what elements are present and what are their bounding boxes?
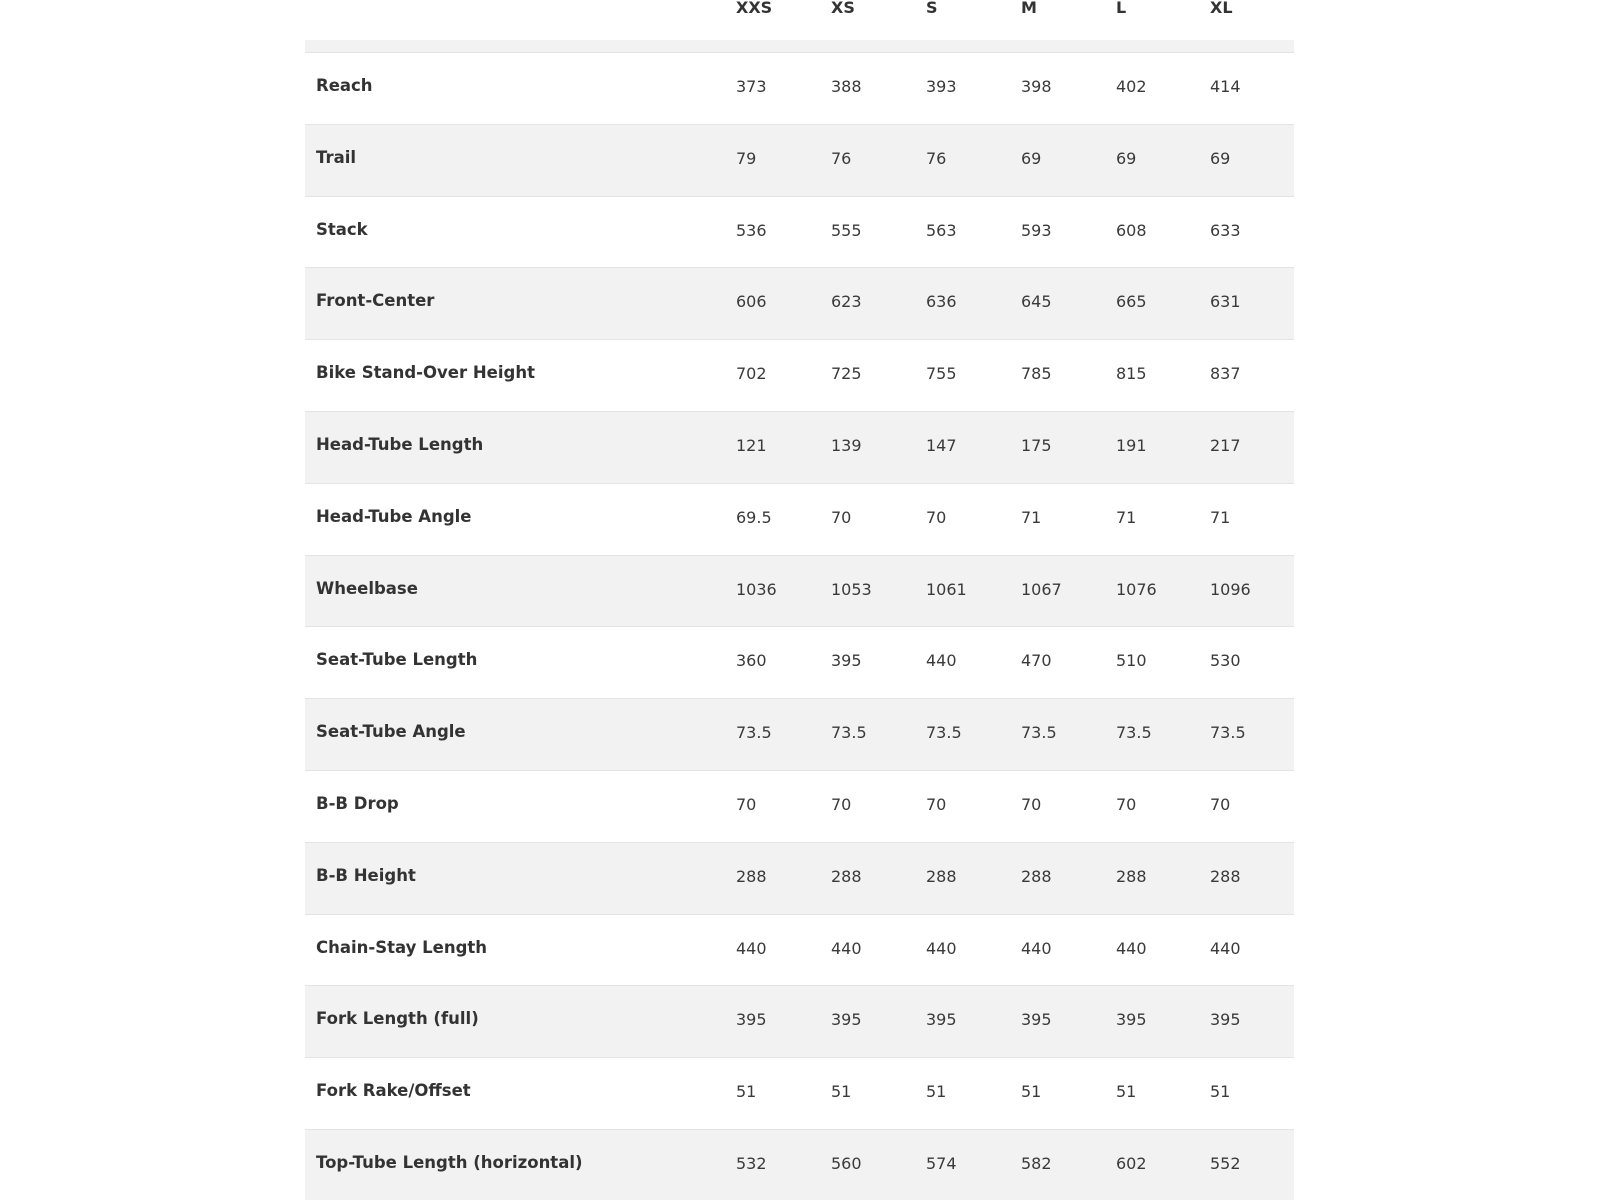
- table-cell: 440: [736, 938, 767, 958]
- table-cell: 70: [1210, 794, 1231, 814]
- table-cell: 373: [736, 77, 767, 96]
- table-cell: 288: [926, 866, 957, 886]
- table-cell: 73.5: [831, 723, 867, 743]
- table-cell: 755: [926, 364, 957, 384]
- table-cell: 76: [831, 148, 852, 168]
- table-cell: 402: [1116, 77, 1147, 96]
- row-label: Wheelbase: [316, 578, 418, 598]
- table-cell: 552: [1210, 1153, 1241, 1173]
- table-cell: 555: [831, 220, 862, 240]
- table-cell: 440: [926, 938, 957, 958]
- table-cell: 288: [1021, 866, 1052, 886]
- table-cell: 1076: [1116, 579, 1157, 599]
- table-cell: 631: [1210, 292, 1241, 312]
- table-cell: 51: [1021, 1082, 1042, 1102]
- table-cell: 1067: [1021, 579, 1062, 599]
- table-row: [305, 843, 1294, 915]
- table-row: [305, 771, 1294, 843]
- table-cell: 73.5: [1210, 723, 1246, 743]
- geometry-table: [305, 0, 1294, 1173]
- table-cell: 395: [736, 1010, 767, 1030]
- table-cell: 175: [1021, 435, 1052, 455]
- table-cell: 395: [926, 1010, 957, 1030]
- table-cell: 73.5: [736, 723, 772, 743]
- table-cell: 1036: [736, 579, 777, 599]
- row-label: Trail: [316, 147, 357, 167]
- table-cell: 414: [1210, 77, 1241, 96]
- table-cell: 76: [926, 148, 947, 168]
- table-cell: 288: [831, 866, 862, 886]
- table-row: [305, 268, 1294, 340]
- row-label: Fork Rake/Offset: [316, 1081, 471, 1101]
- table-row: [305, 556, 1294, 628]
- table-cell: 440: [926, 651, 957, 671]
- table-cell: 51: [1116, 1082, 1137, 1102]
- size-header-s: S: [926, 0, 938, 17]
- row-label: Seat-Tube Length: [316, 650, 478, 670]
- table-cell: 1061: [926, 579, 967, 599]
- table-row: [305, 986, 1294, 1058]
- size-header-xl: XL: [1210, 0, 1233, 17]
- table-cell: 51: [926, 1082, 947, 1102]
- table-cell: 532: [736, 1153, 767, 1173]
- table-cell: 837: [1210, 364, 1241, 384]
- table-cell: 636: [926, 292, 957, 312]
- row-label: Head-Tube Length: [316, 434, 484, 454]
- table-cell: 217: [1210, 435, 1241, 455]
- row-label: Top-Tube Length (horizontal): [316, 1152, 583, 1172]
- row-label: Front-Center: [316, 291, 435, 311]
- table-cell: 70: [736, 794, 757, 814]
- table-cell: 440: [1021, 938, 1052, 958]
- table-row: [305, 340, 1294, 412]
- table-cell: 139: [831, 435, 862, 455]
- table-row: [305, 412, 1294, 484]
- table-cell: 69.5: [736, 507, 772, 527]
- table-cell: 51: [736, 1082, 757, 1102]
- table-cell: 560: [831, 1153, 862, 1173]
- table-cell: 71: [1116, 507, 1137, 527]
- table-cell: 470: [1021, 651, 1052, 671]
- table-cell: 398: [1021, 77, 1052, 96]
- table-cell: 71: [1021, 507, 1042, 527]
- table-row: [305, 915, 1294, 987]
- row-label: B-B Drop: [316, 793, 399, 813]
- size-header-m: M: [1021, 0, 1037, 17]
- table-cell: 393: [926, 77, 957, 96]
- table-cell: 70: [831, 507, 852, 527]
- table-cell: 73.5: [926, 723, 962, 743]
- table-cell: 574: [926, 1153, 957, 1173]
- table-cell: 645: [1021, 292, 1052, 312]
- table-cell: 623: [831, 292, 862, 312]
- table-cell: 191: [1116, 435, 1147, 455]
- table-cell: 79: [736, 148, 757, 168]
- table-cell: 73.5: [1021, 723, 1057, 743]
- table-cell: 530: [1210, 651, 1241, 671]
- row-label: Stack: [316, 219, 368, 239]
- table-cell: 70: [1021, 794, 1042, 814]
- table-row: [305, 484, 1294, 556]
- table-cell: 395: [1021, 1010, 1052, 1030]
- table-cell: 395: [1210, 1010, 1241, 1030]
- table-cell: 70: [831, 794, 852, 814]
- table-cell: 582: [1021, 1153, 1052, 1173]
- table-row: [305, 125, 1294, 197]
- table-cell: 395: [831, 1010, 862, 1030]
- table-cell: 633: [1210, 220, 1241, 240]
- table-body: [305, 53, 1294, 1200]
- table-cell: 69: [1021, 148, 1042, 168]
- table-cell: 360: [736, 651, 767, 671]
- table-cell: 593: [1021, 220, 1052, 240]
- table-cell: 665: [1116, 292, 1147, 312]
- table-cell: 1053: [831, 579, 872, 599]
- row-label: B-B Height: [316, 865, 416, 885]
- row-label: Seat-Tube Angle: [316, 722, 466, 742]
- table-cell: 563: [926, 220, 957, 240]
- table-cell: 71: [1210, 507, 1231, 527]
- table-cell: 725: [831, 364, 862, 384]
- table-row: [305, 197, 1294, 269]
- row-label: Chain-Stay Length: [316, 937, 488, 957]
- row-label: Fork Length (full): [316, 1009, 479, 1029]
- table-cell: 288: [736, 866, 767, 886]
- table-cell: 69: [1116, 148, 1137, 168]
- table-row: [305, 699, 1294, 771]
- table-cell: 69: [1210, 148, 1231, 168]
- table-cell: 815: [1116, 364, 1147, 384]
- table-cell: 395: [831, 651, 862, 671]
- table-cell: 70: [926, 794, 947, 814]
- table-cell: 510: [1116, 651, 1147, 671]
- table-row: [305, 1058, 1294, 1130]
- table-cell: 602: [1116, 1153, 1147, 1173]
- table-cell: 440: [831, 938, 862, 958]
- table-cell: 288: [1210, 866, 1241, 886]
- table-cell: 608: [1116, 220, 1147, 240]
- table-cell: 121: [736, 435, 767, 455]
- table-row: [305, 1130, 1294, 1200]
- table-cell: 606: [736, 292, 767, 312]
- table-cell: 1096: [1210, 579, 1251, 599]
- table-cell: 288: [1116, 866, 1147, 886]
- size-header-xs: XS: [831, 0, 855, 17]
- table-cell: 147: [926, 435, 957, 455]
- table-cell: 70: [1116, 794, 1137, 814]
- table-cell: 395: [1116, 1010, 1147, 1030]
- size-header-xxs: XXS: [736, 0, 773, 17]
- table-cell: 70: [926, 507, 947, 527]
- table-cell: 440: [1116, 938, 1147, 958]
- row-label: Reach: [316, 76, 373, 95]
- table-row: [305, 53, 1294, 125]
- table-row: [305, 627, 1294, 699]
- size-header-l: L: [1116, 0, 1127, 17]
- row-label: Bike Stand-Over Height: [316, 363, 535, 383]
- table-cell: 536: [736, 220, 767, 240]
- table-header: [305, 0, 1294, 40]
- table-cell: 702: [736, 364, 767, 384]
- table-cell: 51: [1210, 1082, 1231, 1102]
- table-cell: 73.5: [1116, 723, 1152, 743]
- table-cell: 440: [1210, 938, 1241, 958]
- table-cell: 785: [1021, 364, 1052, 384]
- table-cell: 51: [831, 1082, 852, 1102]
- table-cell: 388: [831, 77, 862, 96]
- row-label: Head-Tube Angle: [316, 506, 472, 526]
- header-divider: [305, 40, 1294, 53]
